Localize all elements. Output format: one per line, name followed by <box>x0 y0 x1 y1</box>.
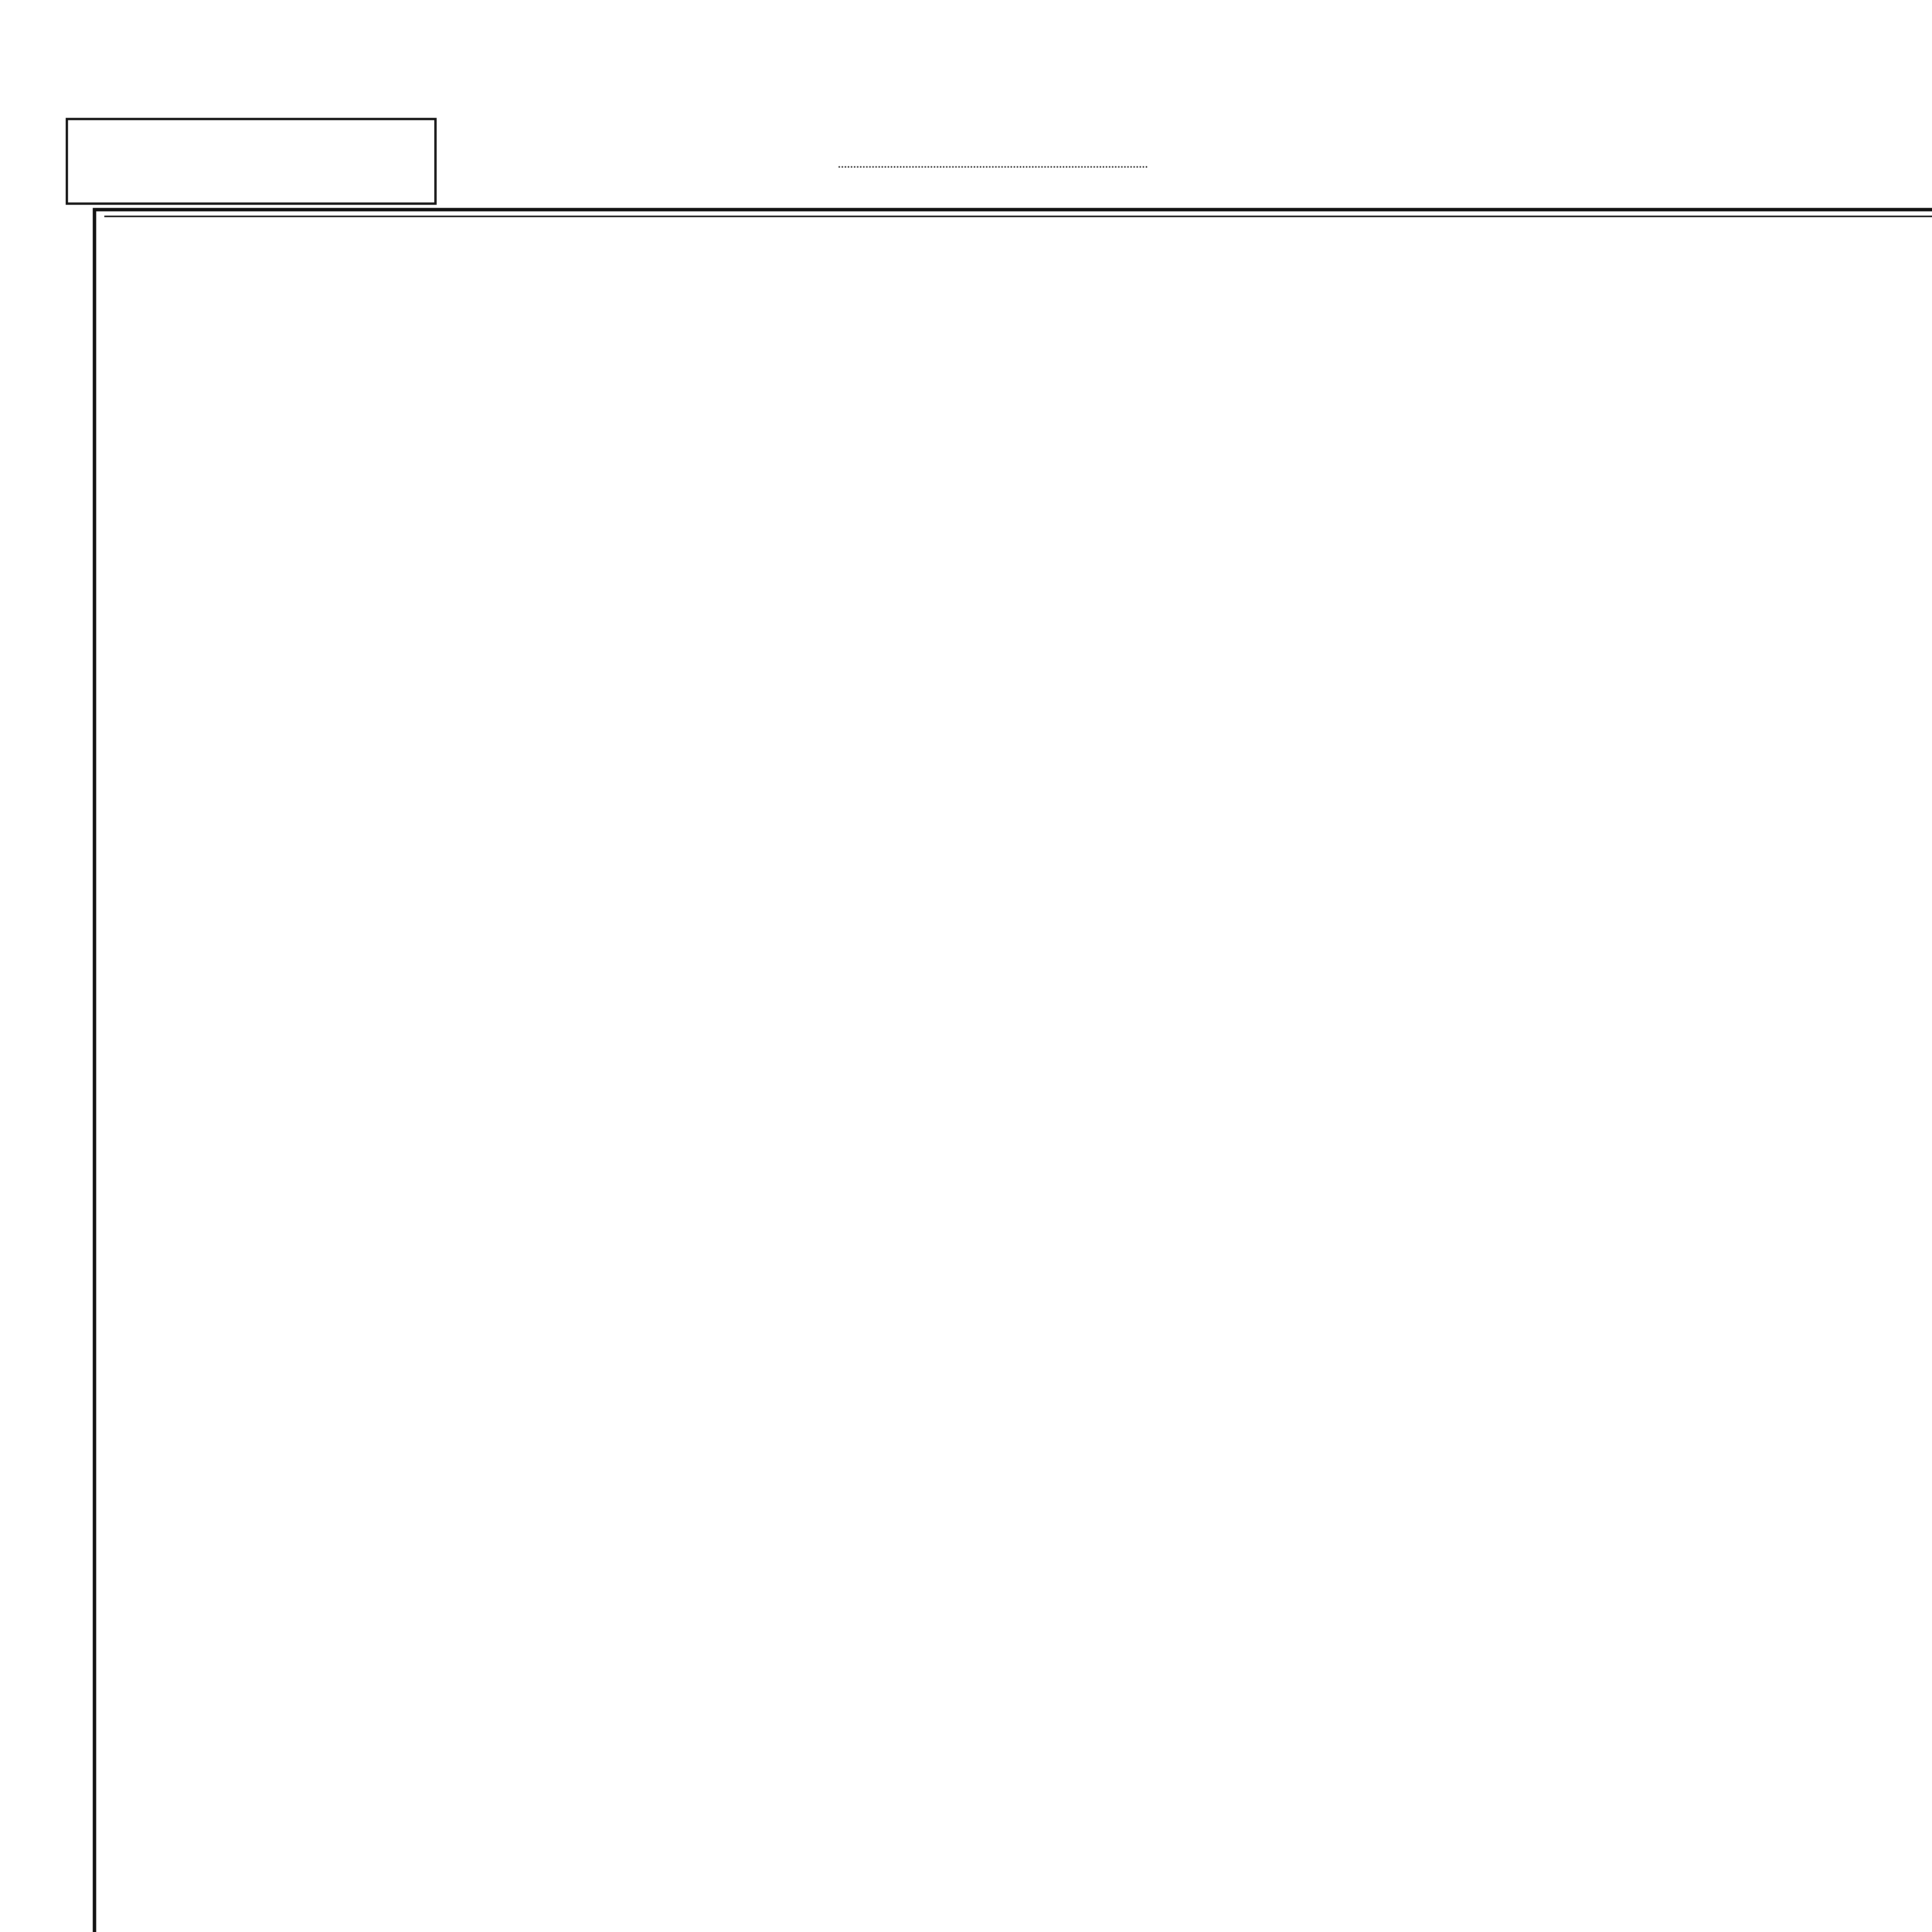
prior-registration-box <box>66 118 437 205</box>
main-register-table <box>93 208 1932 1932</box>
district-dotted-line <box>838 166 1148 168</box>
